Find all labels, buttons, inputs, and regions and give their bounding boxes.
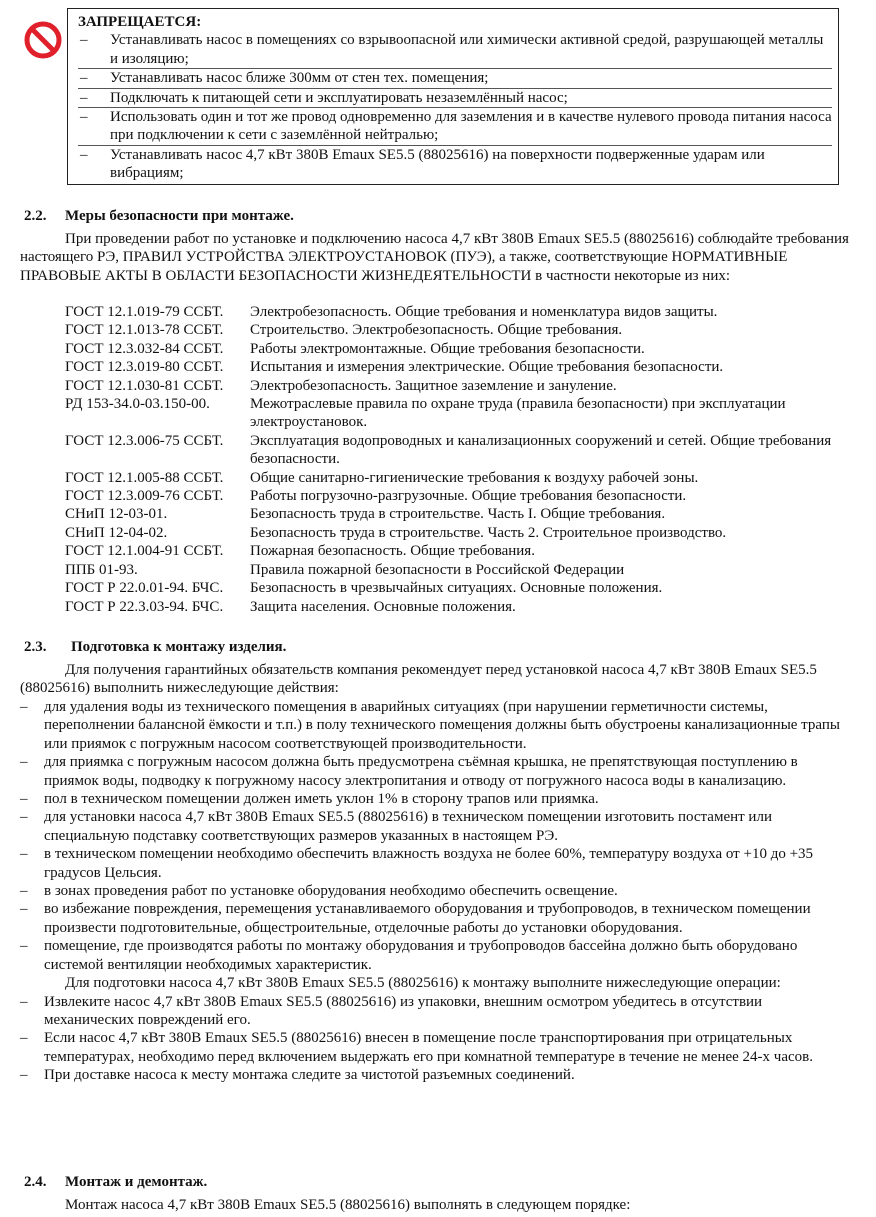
standards-table	[65, 303, 845, 616]
standard-title: Межотраслевые правила по охране труда (правила безопасности) при эксплуатации электроустановок.	[250, 396, 786, 431]
table-row	[65, 303, 845, 321]
list-item: – для приямка с погружным насосом должна быть предусмотрена съёмная крышка, не препятствующая поступлению в приямок воды, подводку к погружному насосу электропитания и отводу от погружного насоса воды в канализацию.	[20, 754, 798, 789]
standard-code: ГОСТ 12.3.019-80 ССБТ.	[65, 359, 224, 376]
table-row	[65, 321, 845, 339]
table-row	[65, 377, 845, 395]
standard-title: Правила пожарной безопасности в Российской Федерации	[250, 561, 625, 578]
table-row	[65, 524, 845, 542]
table-row	[65, 487, 845, 505]
table-row	[65, 505, 845, 523]
standard-title: Общие санитарно-гигиенические требования к воздуху рабочей зоны.	[250, 469, 699, 486]
list-item: – Устанавливать насос ближе 300мм от стен тех. помещения;	[78, 68, 832, 87]
standard-code: ГОСТ Р 22.0.01-94. БЧС.	[65, 580, 224, 597]
section-2-3-heading: 2.3. Подготовка к монтажу изделия.	[24, 639, 287, 655]
standard-title: Строительство. Электробезопасность. Общие требования.	[250, 322, 623, 339]
table-row	[65, 561, 845, 579]
standard-code: ППБ 01-93.	[65, 561, 138, 578]
standard-code: РД 153-34.0-03.150-00.	[65, 396, 210, 413]
section-2-2-heading: 2.2. Меры безопасности при монтаже.	[24, 208, 294, 224]
standard-title: Безопасность в чрезвычайных ситуациях. Основные положения.	[250, 580, 663, 597]
list-item: – Подключать к питающей сети и эксплуатировать незаземлённый насос;	[78, 88, 832, 107]
standard-title: Электробезопасность. Защитное заземление и зануление.	[250, 377, 617, 394]
standard-code: ГОСТ 12.1.005-88 ССБТ.	[65, 469, 224, 486]
list-item: – Если насос 4,7 кВт 380В Emaux SE5.5 (88025616) внесен в помещение после транспортирования при отрицательных температурах, необходимо перед включением выдержать его при комнатной температуре в течение не менее 24-х часов.	[20, 1030, 813, 1065]
list-item: – При доставке насоса к месту монтажа следите за чистотой разъемных соединений.	[20, 1067, 575, 1084]
table-row	[65, 469, 845, 487]
list-item: – для удаления воды из технического помещения в аварийных ситуациях (при нарушении герметичности системы, переполнении балансной ёмкости и т.п.) в полу технического помещения должны быть обустроены канализационные трапы или приямок с погружным насосом соответствующей производительности.	[20, 699, 840, 752]
table-row	[65, 358, 845, 376]
list-item: – пол в техническом помещении должен иметь уклон 1% в сторону трапов или приямка.	[20, 791, 599, 808]
list-item: – для установки насоса 4,7 кВт 380В Emaux SE5.5 (88025616) в техническом помещении изготовить постамент или специальную подставку соответствующих размеров указанных в настоящем РЭ.	[20, 809, 772, 844]
standard-code: ГОСТ 12.1.019-79 ССБТ.	[65, 304, 224, 320]
prohibition-icon	[23, 20, 63, 60]
section-2-3-intro: Для получения гарантийных обязательств компания рекомендует перед установкой насоса 4,7 кВт 380В Emaux SE5.5 (88025616) выполнить нижеследующие действия:	[20, 662, 817, 697]
standard-title: Испытания и измерения электрические. Общие требования безопасности.	[250, 359, 724, 376]
table-row	[65, 432, 845, 469]
standard-title: Работы электромонтажные. Общие требования безопасности.	[250, 340, 645, 357]
list-item: – в техническом помещении необходимо обеспечить влажность воздуха не более 60%, температуру воздуха от +10 до +35 градусов Цельсия.	[20, 846, 814, 881]
standard-code: ГОСТ 12.3.032-84 ССБТ.	[65, 340, 224, 357]
preparation-list	[20, 698, 850, 1085]
list-item: – Использовать один и тот же провод одновременно для заземления и в качестве нулевого провода питания насоса при подключении к сети с заземлённой нейтралью;	[80, 109, 832, 144]
list-item: – Извлеките насос 4,7 кВт 380В Emaux SE5.5 (88025616) из упаковки, внешним осмотром убедитесь в отсутствии механических повреждений его.	[20, 993, 763, 1028]
standard-title: Безопасность труда в строительстве. Часть I. Общие требования.	[250, 506, 666, 523]
section-2-4-heading: 2.4. Монтаж и демонтаж.	[24, 1174, 208, 1190]
forbidden-box	[67, 8, 839, 185]
list-item: – Устанавливать насос 4,7 кВт 380В Emaux SE5.5 (88025616) на поверхности подверженные ударам или вибрациям;	[78, 145, 832, 183]
standard-title: Эксплуатация водопроводных и канализационных сооружений и сетей. Общие требования безопасности.	[250, 432, 832, 468]
section-2-3-operations-intro: Для подготовки насоса 4,7 кВт 380В Emaux SE5.5 (88025616) к монтажу выполните нижеследующие операции:	[65, 975, 781, 992]
table-row	[65, 395, 845, 432]
standard-title: Пожарная безопасность. Общие требования.	[250, 543, 535, 560]
list-item: – помещение, где производятся работы по монтажу оборудования и трубопроводов бассейна должно быть оборудовано системой вентиляции необходимых характеристик.	[20, 938, 798, 973]
standard-code: ГОСТ 12.3.009-76 ССБТ.	[65, 488, 224, 505]
standard-code: СНиП 12-04-02.	[65, 524, 168, 541]
section-2-4-intro: Монтаж насоса 4,7 кВт 380В Emaux SE5.5 (88025616) выполнять в следующем порядке:	[65, 1197, 631, 1213]
table-row	[65, 542, 845, 560]
table-row	[65, 579, 845, 597]
standard-code: СНиП 12-03-01.	[65, 506, 168, 523]
forbidden-title: ЗАПРЕЩАЕТСЯ:	[78, 14, 202, 30]
standard-title: Защита населения. Основные положения.	[250, 598, 516, 615]
standard-title: Безопасность труда в строительстве. Часть 2. Строительное производство.	[250, 524, 727, 541]
table-row	[65, 340, 845, 358]
table-row	[65, 598, 845, 616]
standard-code: ГОСТ 12.1.030-81 ССБТ.	[65, 377, 224, 394]
standard-code: ГОСТ 12.1.013-78 ССБТ.	[65, 322, 224, 339]
list-item: – во избежание повреждения, перемещения устанавливаемого оборудования и трубопроводов, в техническом помещении произвести подготовительные, общестроительные, отделочные работы до установки оборудования.	[20, 901, 811, 936]
list-item: – Устанавливать насос в помещениях со взрывоопасной или химически активной средой, разрушающей металлы и изоляцию;	[80, 32, 824, 67]
standard-title: Электробезопасность. Общие требования и номенклатура видов защиты.	[250, 304, 718, 320]
standard-code: ГОСТ Р 22.3.03-94. БЧС.	[65, 598, 224, 615]
section-2-2-intro: При проведении работ по установке и подключению насоса 4,7 кВт 380В Emaux SE5.5 (88025616) соблюдайте требования настоящего РЭ, ПРАВИЛ УСТРОЙСТВА ЭЛЕКТРОУСТАНОВОК (ПУЭ), а также, соответствующие НОРМАТИВНЫЕ ПРАВОВЫЕ АКТЫ В ОБЛАСТИ БЕЗОПАСНОСТИ ЖИЗНЕДЕЯТЕЛЬНОСТИ в частности некоторые из них:	[20, 231, 849, 284]
standard-title: Работы погрузочно-разгрузочные. Общие требования безопасности.	[250, 488, 687, 505]
list-item: – в зонах проведения работ по установке оборудования необходимо обеспечить освещение.	[20, 883, 618, 900]
forbidden-list	[78, 31, 832, 182]
standard-code: ГОСТ 12.1.004-91 ССБТ.	[65, 543, 224, 560]
standard-code: ГОСТ 12.3.006-75 ССБТ.	[65, 432, 224, 449]
